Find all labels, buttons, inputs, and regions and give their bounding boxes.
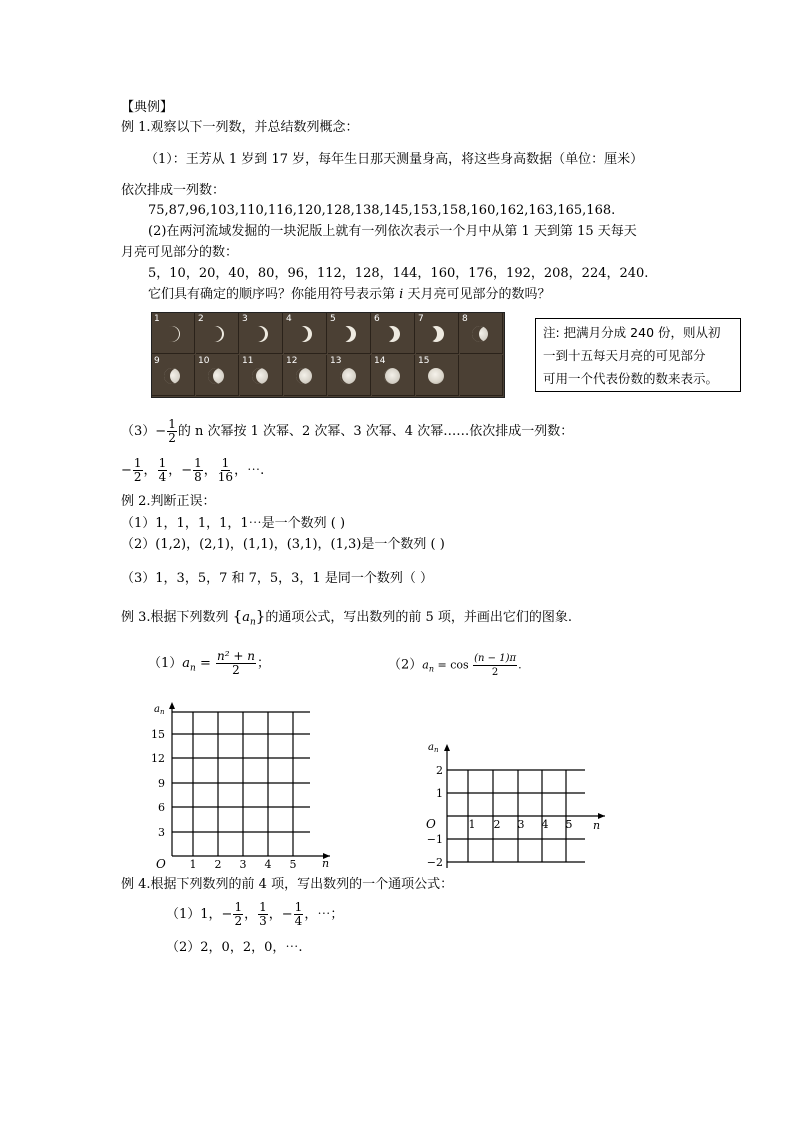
y-tick-label: −1 — [426, 833, 443, 846]
moon-day-number: 5 — [330, 314, 336, 324]
moon-cell — [372, 355, 415, 396]
moon-cell — [152, 313, 195, 354]
moon-cell — [240, 313, 283, 354]
minus-sign: − — [181, 463, 193, 478]
moon-day-number: 14 — [374, 356, 386, 366]
moon-day-number: 8 — [462, 314, 468, 324]
moon-note-box — [535, 318, 741, 392]
y-tick-label: 1 — [436, 787, 443, 800]
example-1-part-2-text-cont: 月亮可见部分的数： — [121, 245, 239, 260]
moon-cell — [416, 355, 459, 396]
moon-cell — [328, 313, 371, 354]
minus-sign: − — [221, 907, 233, 922]
moon-cell — [328, 355, 371, 396]
formula-2: $(2)a_n = \cos$ $\frac{(n - 1)\pi}{2}$ . — [388, 653, 522, 678]
y-tick-label: 6 — [158, 801, 165, 814]
fraction: $\frac{1}{2}$ — [133, 456, 142, 484]
origin-label: O — [156, 857, 166, 871]
moon-cell — [152, 355, 195, 396]
moon-day-number: 11 — [242, 356, 254, 366]
y-axis-label: $a_n$ — [154, 704, 165, 716]
fraction: $\frac{1}{16}$ — [217, 456, 234, 484]
moon-day-number: 6 — [374, 314, 380, 324]
moon-day-number: 12 — [286, 356, 298, 366]
moon-cell — [240, 355, 283, 396]
example-1-part-2-text: (2)在两河流域发掘的一块泥版上就有一列依次表示一个月中从第 1 天到第 15 天每天 — [148, 224, 637, 239]
graph-1-grid — [172, 712, 310, 856]
x-tick-label: 5 — [565, 818, 573, 831]
moon-cell — [284, 313, 327, 354]
y-tick-label: 9 — [158, 777, 165, 790]
minus-sign: − — [281, 907, 293, 922]
y-tick-label: 3 — [158, 826, 165, 839]
section-heading: 【典例】 — [121, 100, 174, 115]
moon-phase-icon — [296, 368, 312, 384]
moon-cell — [284, 355, 327, 396]
moon-day-number: 9 — [154, 356, 160, 366]
x-tick-label: 5 — [289, 858, 297, 871]
origin-label: O — [426, 817, 436, 831]
moon-phase-icon — [428, 326, 444, 342]
example-1-title: 例 1.观察以下一列数，并总结数列概念： — [121, 120, 359, 135]
x-tick-label: 1 — [468, 818, 476, 831]
graph-2 — [420, 736, 620, 874]
x-tick-label: 4 — [541, 818, 549, 831]
y-axis-arrow-icon — [169, 702, 175, 709]
height-data: 75,87,96,103,110,116,120,128,138,145,153,158,160,162,163,165,168. — [148, 203, 616, 218]
x-tick-label: 2 — [214, 858, 222, 871]
x-tick-label: 3 — [517, 818, 525, 831]
example-2-title: 例 2.判断正误： — [121, 494, 216, 509]
moon-phase-icon — [428, 368, 444, 384]
x-tick-label: 4 — [264, 858, 272, 871]
moon-day-number: 7 — [418, 314, 424, 324]
moon-day-number: 15 — [418, 356, 430, 366]
moon-day-number: 1 — [154, 314, 160, 324]
moon-day-number: 13 — [330, 356, 342, 366]
graph-1 — [140, 700, 340, 872]
moon-phase-icon — [296, 326, 312, 342]
x-axis-label: n — [322, 857, 330, 870]
fraction: $\frac{1}{4}$ — [158, 456, 167, 484]
note-line: 一到十五每天月亮的可见部分 — [543, 348, 706, 363]
example-4-item-1: （1）1，− $\frac{1}{2}$ ， $\frac{1}{3}$ ，− $\frac{1}{4}$ ，⋯； — [166, 900, 344, 928]
y-tick-label: 12 — [151, 752, 165, 765]
moon-day-number: 4 — [286, 314, 292, 324]
fraction: $\frac{1}{4}$ — [294, 900, 303, 928]
formula-1: $(1)a_n$ = $\frac{\text{n² + n}}{2}$ ； — [148, 649, 270, 677]
moon-phase-icon — [208, 326, 224, 342]
example-2-item-3: （3）1，3，5，7 和 7，5，3，1 是同一个数列（ ） — [121, 571, 433, 586]
moon-data: 5，10，20，40，80，96，112，128，144，160，176，192，208，224，240. — [148, 266, 649, 281]
fraction: $\frac{1}{3}$ — [259, 900, 267, 928]
moon-phase-icon — [164, 326, 180, 342]
moon-cell — [196, 355, 239, 396]
note-line: 可用一个代表份数的数来表示。 — [543, 371, 719, 386]
x-tick-label: 2 — [493, 818, 501, 831]
x-tick-label: 1 — [189, 858, 197, 871]
y-axis-label: $a_n$ — [428, 742, 439, 754]
example-4-title: 例 4.根据下列数列的前 4 项，写出数列的一个通项公式： — [121, 877, 454, 892]
moon-cell — [372, 313, 415, 354]
moon-phase-icon — [384, 326, 400, 342]
example-2-item-2: （2）(1,2)，(2,1)，(1,1)，(3,1)，(1,3)是一个数列 ( ) — [121, 537, 445, 552]
moon-phases-image — [151, 312, 505, 398]
moon-day-number: 2 — [198, 314, 204, 324]
moon-cell — [196, 313, 239, 354]
note-line: 注: 把满月分成 240 份，则从初 — [543, 325, 721, 340]
example-4-item-2: （2）2，0，2，0，⋯. — [166, 940, 303, 955]
example-2-item-1: （1）1，1，1，1，1⋯是一个数列 ( ) — [121, 516, 346, 531]
moon-phase-icon — [472, 326, 488, 342]
y-tick-label: 15 — [151, 728, 165, 741]
x-axis-label: n — [593, 819, 601, 832]
moon-phase-icon — [252, 368, 268, 384]
moon-phase-icon — [340, 368, 356, 384]
moon-phase-icon — [208, 368, 224, 384]
example-1-part-1-text: （1）：王芳从 1 岁到 17 岁，每年生日那天测量身高，将这些身高数据（单位：厘米） — [145, 152, 644, 167]
moon-cell — [416, 313, 459, 354]
moon-day-number: 3 — [242, 314, 248, 324]
moon-cell — [460, 313, 503, 354]
fraction: $\frac{1}{2}$ — [234, 900, 243, 928]
moon-cell-empty — [460, 355, 503, 396]
x-tick-label: 3 — [239, 858, 247, 871]
moon-day-number: 10 — [198, 356, 210, 366]
power-sequence: − $\frac{1}{2}$ ， $\frac{1}{4}$ ，− $\frac{1}{8}$ ， $\frac{1}{16}$ ，⋯. — [121, 456, 265, 484]
example-1-part-3-text: （3）− $\frac{1}{2}$ 的 n 次幂按 1 次幂、2 次幂、3 次幂、4 次幂……依次排成一列数： — [121, 417, 574, 445]
moon-phase-icon — [252, 326, 268, 342]
y-tick-label: −2 — [426, 856, 443, 869]
y-tick-label: 2 — [436, 764, 443, 777]
fraction: $\frac{1}{8}$ — [194, 456, 202, 484]
moon-question: 它们具有确定的顺序吗？你能用符号表示第 i 天月亮可见部分的数吗？ — [148, 287, 551, 302]
moon-phase-icon — [340, 326, 356, 342]
minus-sign: − — [121, 463, 132, 478]
moon-phase-icon — [164, 368, 180, 384]
y-axis-arrow-icon — [444, 744, 450, 751]
example-1-part-1-text-cont: 依次排成一列数： — [121, 183, 226, 198]
moon-phase-icon — [384, 368, 400, 384]
example-3-title: 例 3.根据下列数列 $\{a_n\}$的通项公式，写出数列的前 5 项，并画出它们的图象. — [121, 607, 573, 628]
